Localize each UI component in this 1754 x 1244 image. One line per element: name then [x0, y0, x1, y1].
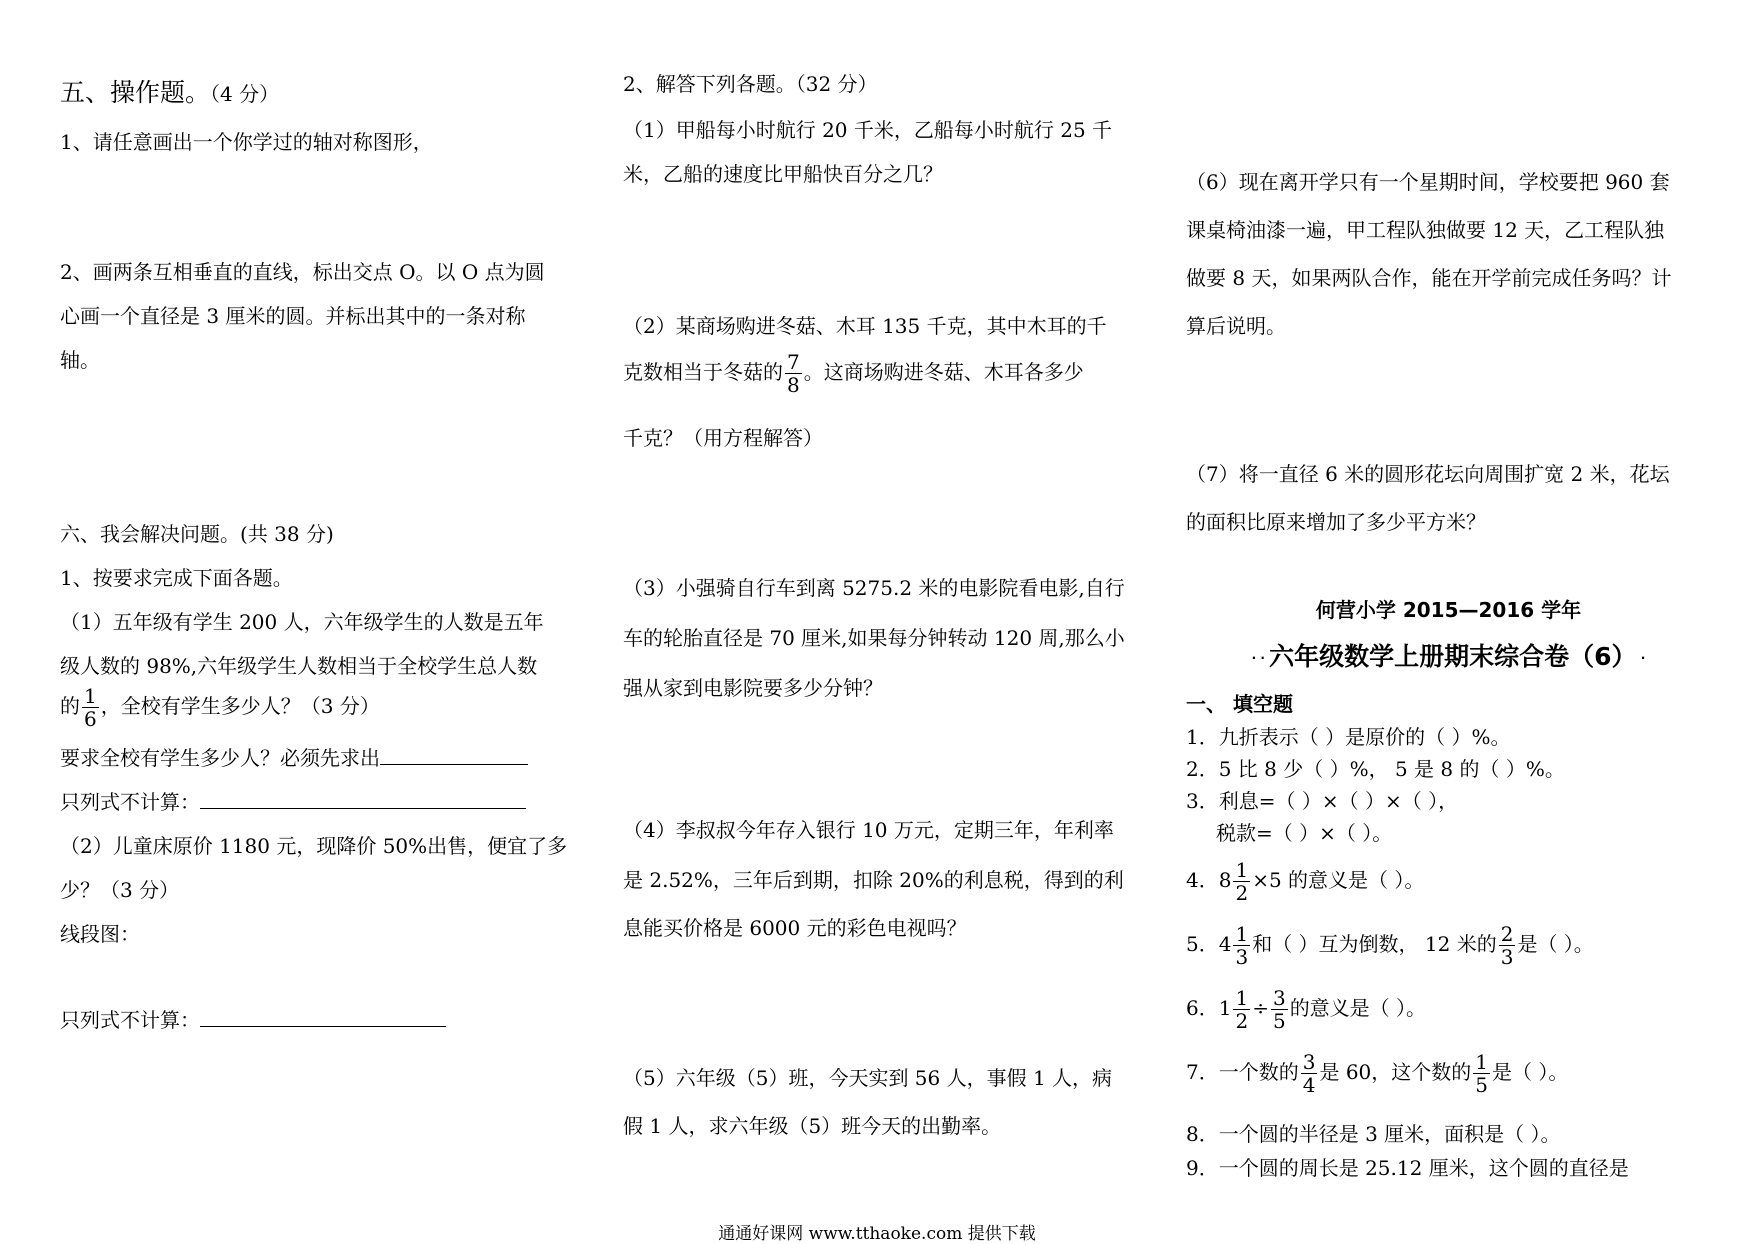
text-segment: 和（ ）互为倒数， 12 米的	[1252, 932, 1497, 956]
fraction-numerator: 1	[84, 684, 97, 708]
text-segment: 的意义是（ ）。	[1289, 996, 1427, 1020]
fraction	[1499, 923, 1516, 968]
fraction	[1301, 1051, 1318, 1096]
fill-q5	[1186, 922, 1594, 968]
problem-2-7-line2: 的面积比原来增加了多少平方米？	[1186, 510, 1486, 534]
fraction-numerator: 1	[1235, 858, 1249, 882]
problem-2-2-line2	[623, 350, 1084, 396]
text-segment: 克数相当于冬菇的	[623, 360, 783, 384]
fraction-denominator: 5	[1272, 1009, 1286, 1033]
problem-2-5-line1: （5）六年级（5）班，今天实到 56 人，事假 1 人，病	[623, 1066, 1113, 1090]
text-segment: 7．一个数的	[1186, 1060, 1299, 1084]
fraction-numerator: 1	[1475, 1050, 1489, 1074]
section-2-title: 2、解答下列各题。（32 分）	[623, 72, 878, 96]
fraction	[82, 685, 99, 730]
section-1-title: 一、 填空题	[1186, 692, 1293, 716]
problem-1-1-line1: （1）五年级有学生 200 人，六年级学生的人数是五年	[60, 610, 544, 634]
problem-2-3-line2: 车的轮胎直径是 70 厘米,如果每分钟转动 120 周,那么小	[623, 626, 1125, 650]
fraction	[1233, 987, 1250, 1032]
problem-2-6-line3: 做要 8 天，如果两队合作，能在开学前完成任务吗？计	[1186, 266, 1672, 290]
fill-q4	[1186, 858, 1424, 904]
problem-2-3-line3: 强从家到电影院要多少分钟？	[623, 676, 883, 700]
problem-2-3-line1: （3）小强骑自行车到离 5275.2 米的电影院看电影,自行	[623, 576, 1125, 600]
problem-1-2-line1: （2）儿童床原价 1180 元，现降价 50%出售，便宜了多	[60, 834, 568, 858]
problem-1-2-line2: 少？（3 分）	[60, 878, 180, 902]
fraction-denominator: 2	[1235, 881, 1249, 905]
fraction-denominator: 5	[1475, 1073, 1489, 1097]
fraction	[1233, 859, 1250, 904]
text-segment: 4．8	[1186, 868, 1232, 892]
fill-q3-line1: 3．利息=（ ）×（ ）×（ ），	[1186, 789, 1459, 813]
page-footer: 通通好课网 www.tthaoke.com 提供下载	[718, 1224, 1036, 1244]
decorative-dots: ·	[1636, 651, 1646, 665]
text-segment: 是（ ）。	[1517, 932, 1594, 956]
fraction-denominator: 3	[1500, 945, 1514, 969]
section-5-points: （4 分）	[210, 82, 280, 106]
text-segment: 的	[60, 694, 80, 718]
fill-q9: 9．一个圆的周长是 25.12 厘米，这个圆的直径是	[1186, 1156, 1629, 1180]
text-segment: ÷	[1252, 996, 1269, 1020]
operation-q2-line3: 轴。	[60, 348, 100, 372]
fraction-numerator: 3	[1272, 986, 1286, 1010]
problem-1-1-line5	[60, 790, 526, 814]
section-5-heading	[60, 78, 279, 109]
text-segment: ，全校有学生多少人？（3 分）	[100, 694, 380, 718]
text-segment: 5．4	[1186, 932, 1232, 956]
fraction	[1473, 1051, 1490, 1096]
text-segment: 。这商场购进冬菇、木耳各多少	[803, 360, 1084, 384]
text-segment: 是 60，这个数的	[1319, 1060, 1472, 1084]
text-segment: 要求全校有学生多少人？必须先求出	[60, 746, 380, 770]
problem-1-2-line4	[60, 1008, 446, 1032]
text-segment: 是（ ）。	[1492, 1060, 1569, 1084]
problem-2-4-line2: 是 2.52%，三年后到期，扣除 20%的利息税，得到的利	[623, 868, 1124, 892]
answer-blank[interactable]	[380, 746, 528, 765]
fraction-numerator: 3	[1302, 1050, 1316, 1074]
problem-2-1-line1: （1）甲船每小时航行 20 千米，乙船每小时航行 25 千	[623, 118, 1113, 142]
decorative-dots: · ·	[1251, 651, 1270, 665]
fill-q2: 2．5 比 8 少（ ）%， 5 是 8 的（ ）%。	[1186, 757, 1565, 781]
section-6-title: 六、我会解决问题。(共 38 分)	[60, 522, 334, 546]
problem-2-5-line2: 假 1 人，求六年级（5）班今天的出勤率。	[623, 1114, 1002, 1138]
fraction	[1233, 923, 1250, 968]
fraction-numerator: 1	[1235, 986, 1249, 1010]
school-year: 何营小学 2015—2016 学年	[1315, 598, 1582, 622]
problem-1-1-line2: 级人数的 98%,六年级学生人数相当于全校学生总人数	[60, 654, 538, 678]
problem-2-6-line2: 课桌椅油漆一遍，甲工程队独做要 12 天，乙工程队独	[1186, 218, 1665, 242]
answer-blank[interactable]	[200, 790, 526, 809]
operation-q2-line2: 心画一个直径是 3 厘米的圆。并标出其中的一条对称	[60, 304, 526, 328]
problem-2-4-line3: 息能买价格是 6000 元的彩色电视吗？	[623, 916, 967, 940]
problem-2-2-line3: 千克？（用方程解答）	[623, 426, 823, 450]
fraction-denominator: 4	[1302, 1073, 1316, 1097]
problem-2-4-line1: （4）李叔叔今年存入银行 10 万元，定期三年，年利率	[623, 818, 1114, 842]
fill-q8: 8．一个圆的半径是 3 厘米，面积是（ ）。	[1186, 1122, 1561, 1146]
fraction-denominator: 2	[1235, 1009, 1249, 1033]
fraction	[1271, 987, 1288, 1032]
operation-q2-line1: 2、画两条互相垂直的直线，标出交点 O。以 O 点为圆	[60, 260, 545, 284]
fraction-numerator: 7	[787, 350, 800, 374]
problem-2-1-line2: 米，乙船的速度比甲船快百分之几？	[623, 162, 943, 186]
fraction	[785, 351, 802, 396]
text-segment: 只列式不计算：	[60, 1008, 200, 1032]
exam-title	[1186, 642, 1711, 673]
problem-1-1-line3	[60, 684, 380, 730]
problem-1-title: 1、按要求完成下面各题。	[60, 566, 293, 590]
section-5-title: 五、操作题。	[60, 78, 211, 107]
exam-title-text: 六年级数学上册期末综合卷（6）	[1269, 642, 1637, 671]
problem-2-7-line1: （7）将一直径 6 米的圆形花坛向周围扩宽 2 米，花坛	[1186, 462, 1670, 486]
fill-q1: 1．九折表示（ ）是原价的（ ）%。	[1186, 725, 1511, 749]
text-segment: 6．1	[1186, 996, 1232, 1020]
problem-1-1-line4	[60, 746, 528, 770]
text-segment: ×5 的意义是（ ）。	[1252, 868, 1425, 892]
answer-blank[interactable]	[200, 1008, 446, 1027]
operation-q1: 1、请任意画出一个你学过的轴对称图形，	[60, 130, 433, 154]
fraction-denominator: 6	[84, 707, 97, 731]
problem-2-2-line1: （2）某商场购进冬菇、木耳 135 千克，其中木耳的千	[623, 314, 1107, 338]
fill-q6	[1186, 986, 1426, 1032]
problem-2-6-line1: （6）现在离开学只有一个星期时间，学校要把 960 套	[1186, 170, 1670, 194]
fraction-denominator: 8	[787, 373, 800, 397]
text-segment: 只列式不计算：	[60, 790, 200, 814]
fraction-numerator: 1	[1235, 922, 1249, 946]
fill-q7	[1186, 1050, 1568, 1096]
fraction-denominator: 3	[1235, 945, 1249, 969]
fill-q3-line2: 税款=（ ）×（ ）。	[1216, 821, 1393, 845]
problem-2-6-line4: 算后说明。	[1186, 314, 1286, 338]
fraction-numerator: 2	[1500, 922, 1514, 946]
line-diagram-label: 线段图：	[60, 922, 140, 946]
